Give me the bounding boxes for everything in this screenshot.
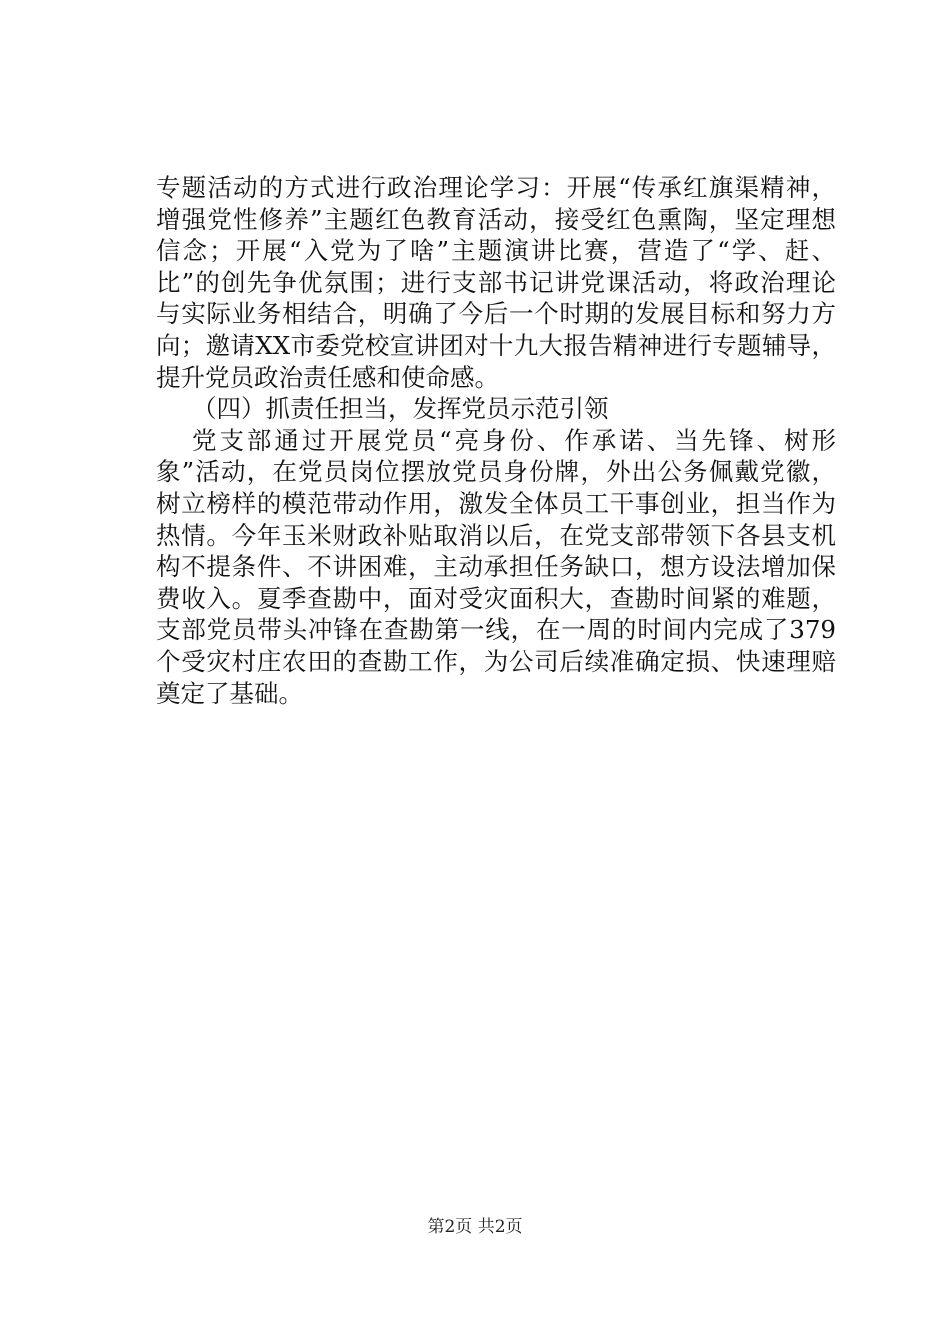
text-line: 象”活动，在党员岗位摆放党员身份牌，外出公务佩戴党徽， (156, 457, 836, 487)
text-line: 树立榜样的模范带动作用，激发全体员工干事创业，担当作为 (156, 488, 836, 518)
section-heading: （四）抓责任担当，发挥党员示范引领 (192, 394, 609, 424)
text-line: 费收入。夏季查勘中，面对受灾面积大，查勘时间紧的难题， (156, 583, 836, 613)
text-line: 向；邀请XX市委党校宣讲团对十九大报告精神进行专题辅导， (156, 330, 836, 360)
text-line: 热情。今年玉米财政补贴取消以后，在党支部带领下各县支机 (156, 520, 836, 550)
text-line: 奠定了基础。 (156, 678, 303, 708)
text-line: 个受灾村庄农田的查勘工作，为公司后续准确定损、快速理赔 (156, 646, 836, 676)
text-line: 支部党员带头冲锋在查勘第一线，在一周的时间内完成了379 (156, 615, 836, 645)
text-line: 比”的创先争优氛围；进行支部书记讲党课活动，将政治理论 (156, 267, 836, 297)
text-line: 党支部通过开展党员“亮身份、作承诺、当先锋、树形 (192, 425, 836, 455)
text-line: 构不提条件、不讲困难，主动承担任务缺口，想方设法增加保 (156, 552, 836, 582)
text-line: 与实际业务相结合，明确了今后一个时期的发展目标和努力方 (156, 299, 836, 329)
text-line: 提升党员政治责任感和使命感。 (156, 362, 499, 392)
page-number-footer: 第2页 共2页 (427, 1217, 523, 1237)
body-text (156, 172, 836, 709)
text-line: 专题活动的方式进行政治理论学习：开展“传承红旗渠精神， (156, 173, 836, 202)
text-line: 信念；开展“入党为了啥”主题演讲比赛，营造了“学、赶、 (156, 236, 836, 266)
text-line: 增强党性修养”主题红色教育活动，接受红色熏陶，坚定理想 (156, 204, 836, 234)
